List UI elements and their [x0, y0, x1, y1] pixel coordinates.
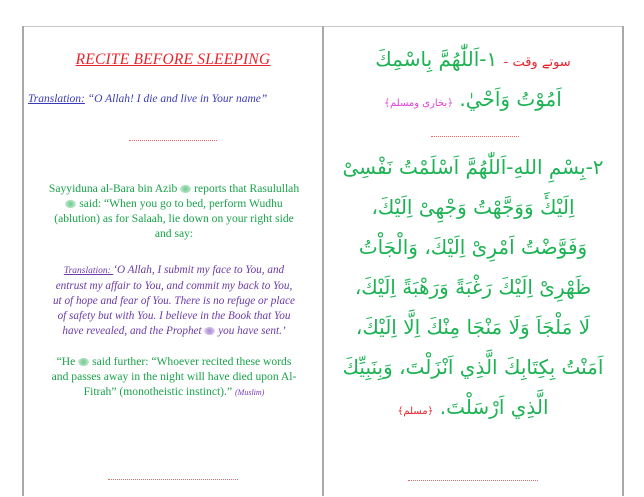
- translation-line: ut of hope and fear of You. There is no refuge or place: [52, 295, 296, 307]
- arabic-text: الَّذِي اَرْسَلْتَ.: [433, 395, 549, 419]
- translation-short: [28, 93, 322, 105]
- english-page: [24, 27, 322, 485]
- hadith-reference: ﴿بخاری ومسلم﴾: [384, 98, 454, 109]
- page-title: RECITE BEFORE SLEEPING: [75, 51, 271, 68]
- dua-2-line-2: اِلَيْكَٔ وَوَجَّهْتُ وَجْهِىْ اِلَيْكَ،: [371, 195, 575, 219]
- narration-line: said: “When you go to bed, perform Wudhu: [76, 197, 283, 210]
- translation-line: have revealed, and the Prophet: [62, 325, 205, 337]
- urdu-heading: سوتے وقت -: [503, 55, 571, 70]
- translation-text: “O Allah! I die and live in Your name”: [84, 93, 268, 105]
- pbuh-icon: [78, 358, 89, 366]
- closing-line: Fitrah” (monotheistic instinct).”: [83, 385, 235, 398]
- translation-line: of safety but with You. I believe in the Book that You: [57, 310, 291, 322]
- closing-line: “He: [56, 355, 79, 368]
- dua-2-line-4: ظَهْرِىْ اِلَيْكَ رَغْبَةً وَرَهْبَةً اِلَيْكَ،: [354, 275, 592, 299]
- hadith-reference: (Muslim): [235, 388, 265, 397]
- dua-1-line-2: [324, 87, 622, 111]
- section-divider-bottom: [108, 479, 238, 480]
- dua-2-line-1: ٢-بِسْمِ اللهِ-اَللّٰهُمَّ اَسْلَمْتُ نَفْسِىْ: [342, 155, 604, 179]
- pbuh-icon: [204, 327, 215, 335]
- translation-label: Translation:: [63, 266, 114, 276]
- arabic-text: ١-اَللّٰهُمَّ بِاسْمِكَ: [375, 47, 504, 71]
- translation-line: entrust my affair to You, and commit my back to You,: [55, 280, 293, 292]
- translation-paragraph: [28, 263, 320, 339]
- narration-line: Sayyiduna al-Bara bin Azib: [48, 182, 178, 195]
- closing-line: and passes away in the night will have died upon Al-: [51, 370, 297, 383]
- arabic-page: [324, 27, 622, 485]
- closing-paragraph: [30, 354, 318, 400]
- section-divider-top: [129, 140, 217, 141]
- translation-line: you have sent.’: [215, 325, 286, 337]
- translation-line: ‘O Allah, I submit my face to You, and: [113, 264, 285, 276]
- translation-label: Translation:: [28, 93, 85, 105]
- narration-paragraph: [30, 181, 318, 241]
- dua-1-line-1: [324, 47, 622, 71]
- dua-2-line-7: [324, 395, 622, 419]
- pbuh-icon: [65, 200, 76, 208]
- hadith-reference: ﴿مسلم﴾: [397, 406, 434, 417]
- dua-2-line-5: لَا مَلْجَاَ وَلَا مَنْجَا مِنْكَ اِلَّا اِلَيْكَ،: [355, 315, 591, 339]
- narration-line: reports that Rasulullah: [191, 182, 300, 195]
- narration-line: (ablution) as for Salaah, lie down on your right side: [54, 212, 294, 225]
- radiallahu-anhu-icon: [180, 185, 191, 193]
- dua-2-line-6: اَمَنْتُ بِكِتَابِكَ الَّذِي اَنْزَلْتَ، وَبِنَبِيِّكَ: [342, 355, 604, 379]
- section-divider-top: [431, 136, 519, 137]
- right-page-border: [622, 26, 624, 496]
- section-divider-bottom: [408, 480, 538, 481]
- narration-line: and say:: [154, 227, 194, 240]
- dua-2-line-3: وَفَوَّضْتُ اَمْرِىْ اِلَيْكَ، وَالْجَاْتُ: [358, 235, 588, 259]
- closing-line: said further: “Whoever recited these words: [89, 355, 292, 368]
- arabic-text: اَمُوْتُ وَاَحْيٰ.: [453, 87, 562, 111]
